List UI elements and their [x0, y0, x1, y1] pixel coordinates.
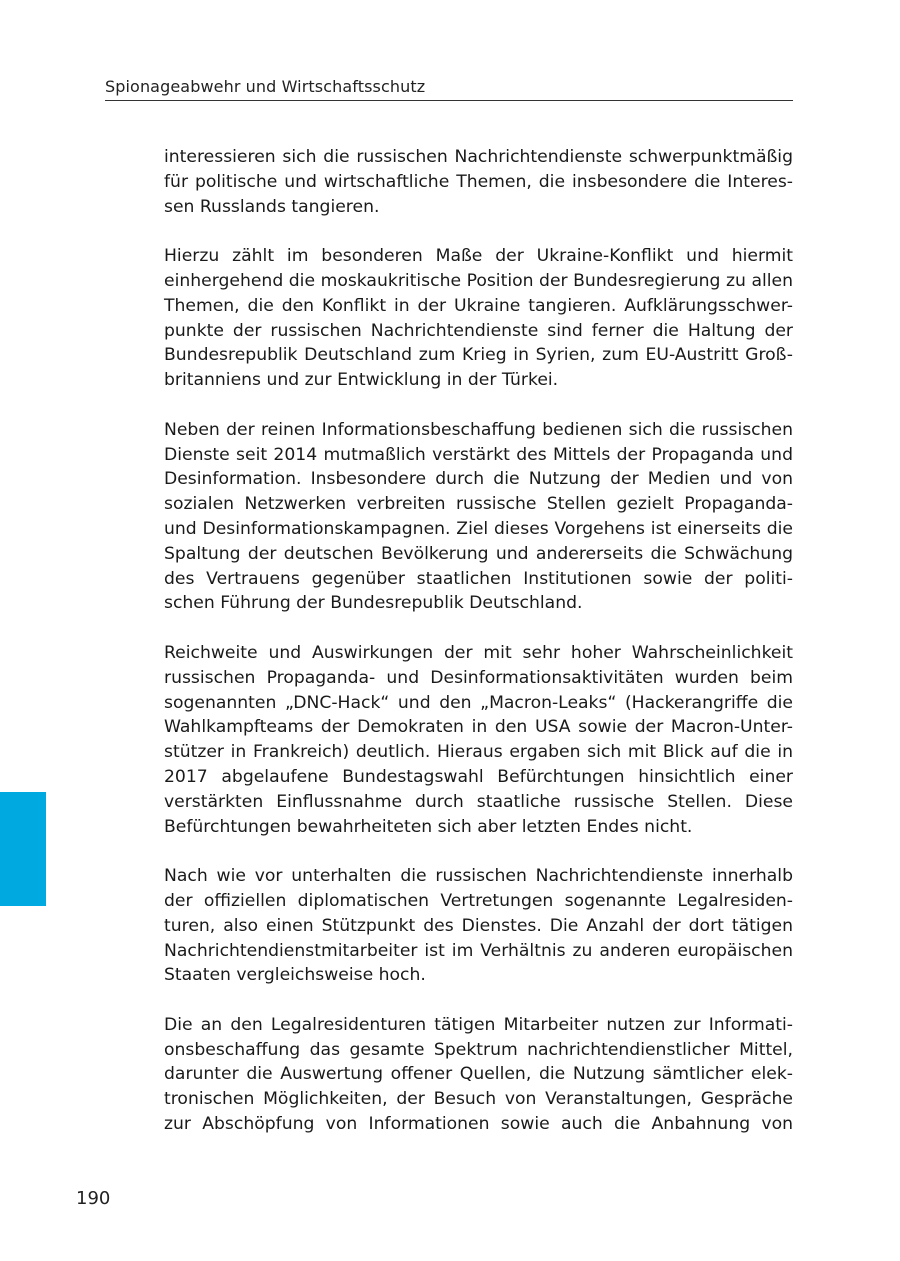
text-line: Befürchtungen bewahrheiteten sich aber letzten Endes nicht.: [164, 816, 693, 837]
running-header: [105, 76, 793, 101]
text-line: 2017 abgelaufene Bundestagswahl Befürchtungen hinsichtlich einer: [164, 766, 793, 787]
text-line: tronischen Möglichkeiten, der Besuch von Veranstaltungen, Gespräche: [164, 1089, 793, 1110]
text-line: zur Abschöpfung von Informationen sowie auch die Anbahnung von: [164, 1114, 793, 1135]
text-line: Desinformation. Insbesondere durch die Nutzung der Medien und von: [164, 469, 793, 490]
text-line: Die an den Legalresidenturen tätigen Mitarbeiter nutzen zur Informati-: [164, 1014, 793, 1035]
text-line: einhergehend die moskaukritische Position der Bundesregierung zu allen: [164, 270, 793, 291]
running-header-title: Spionageabwehr und Wirtschaftsschutz: [105, 77, 426, 96]
text-line: Spaltung der deutschen Bevölkerung und andererseits die Schwächung: [164, 543, 793, 564]
text-line: Hierzu zählt im besonderen Maße der Ukraine-Konflikt und hiermit: [164, 246, 793, 267]
text-line: der offiziellen diplomatischen Vertretungen sogenannte Legalresiden-: [164, 890, 793, 911]
text-line: Nach wie vor unterhalten die russischen Nachrichtendienste innerhalb: [164, 866, 793, 887]
text-line: Staaten vergleichsweise hoch.: [164, 965, 426, 986]
text-line: britanniens und zur Entwicklung in der Türkei.: [164, 370, 559, 391]
text-line: Bundesrepublik Deutschland zum Krieg in Syrien, zum EU-Austritt Groß-: [164, 345, 793, 366]
text-line: sen Russlands tangieren.: [164, 196, 380, 217]
text-line: turen, also einen Stützpunkt des Dienstes. Die Anzahl der dort tätigen: [164, 915, 793, 936]
paragraph: [164, 641, 793, 839]
paragraph: [164, 418, 793, 616]
paragraph: [164, 244, 793, 393]
text-line: interessieren sich die russischen Nachrichtendienste schwerpunktmäßig: [164, 147, 793, 167]
text-line: Nachrichtendienstmitarbeiter ist im Verhältnis zu anderen europäischen: [164, 940, 793, 961]
body-text: [164, 145, 793, 1162]
text-line: Neben der reinen Informationsbeschaffung bedienen sich die russischen: [164, 419, 793, 440]
text-line: Themen, die den Konflikt in der Ukraine tangieren. Aufklärungsschwer-: [164, 295, 793, 316]
chapter-side-tab: [0, 792, 46, 906]
text-line: sozialen Netzwerken verbreiten russische Stellen gezielt Propaganda-: [164, 494, 793, 515]
text-line: Reichweite und Auswirkungen der mit sehr hoher Wahrscheinlichkeit: [164, 642, 793, 663]
text-line: verstärkten Einflussnahme durch staatliche russische Stellen. Diese: [164, 791, 793, 812]
text-line: stützer in Frankreich) deutlich. Hieraus ergaben sich mit Blick auf die in: [164, 742, 793, 763]
text-line: onsbeschaffung das gesamte Spektrum nachrichtendienstlicher Mittel,: [164, 1039, 793, 1060]
text-line: für politische und wirtschaftliche Themen, die insbesondere die Interes-: [164, 171, 793, 192]
text-line: sogenannten „DNC-Hack“ und den „Macron-Leaks“ (Hackerangriffe die: [164, 692, 793, 713]
paragraph: [164, 145, 793, 219]
text-line: des Vertrauens gegenüber staatlichen Institutionen sowie der politi-: [164, 568, 793, 589]
text-line: darunter die Auswertung offener Quellen, die Nutzung sämtlicher elek-: [164, 1064, 793, 1085]
text-line: schen Führung der Bundesrepublik Deutschland.: [164, 593, 583, 614]
text-line: punkte der russischen Nachrichtendienste sind ferner die Haltung der: [164, 320, 793, 341]
text-line: Dienste seit 2014 mutmaßlich verstärkt des Mittels der Propaganda und: [164, 444, 793, 465]
text-line: und Desinformationskampagnen. Ziel dieses Vorgehens ist einerseits die: [164, 518, 793, 539]
paragraph: [164, 864, 793, 988]
page-number: 190: [76, 1188, 111, 1209]
paragraph: [164, 1013, 793, 1137]
text-line: Wahlkampfteams der Demokraten in den USA sowie der Macron-Unter-: [164, 717, 793, 738]
text-line: russischen Propaganda- und Desinformationsaktivitäten wurden beim: [164, 667, 793, 688]
